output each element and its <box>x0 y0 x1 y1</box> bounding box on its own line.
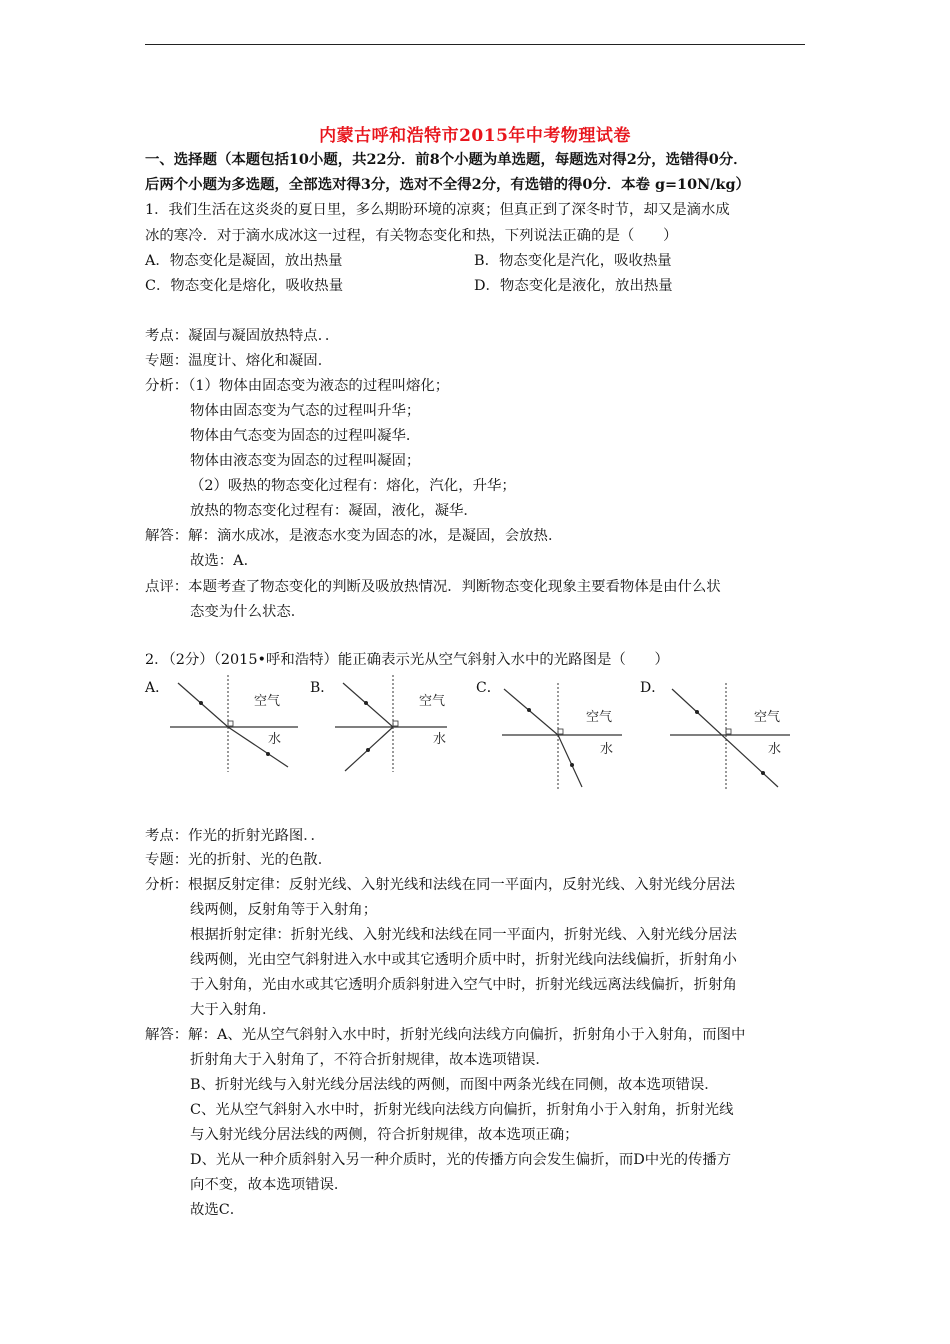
q2-answer-line8: 故选C． <box>190 1202 245 1218</box>
q2-analysis-line3: 根据折射定律：折射光线、入射光线和法线在同一平面内，折射光线、入射光线分居法 <box>190 927 737 943</box>
q2-analysis-line5: 于入射角，光由水或其它透明介质斜射进入空气中时，折射光线远离法线偏折，折射角 <box>190 977 737 993</box>
diagram-b-water-label: 水 <box>433 732 447 747</box>
q2-analysis-line6: 大于入射角． <box>190 1002 277 1018</box>
q1-option-b: B．物态变化是汽化，吸收热量 <box>474 253 672 269</box>
q1-analysis-line2: 物体由固态变为气态的过程叫升华； <box>190 403 421 419</box>
header-rule <box>145 44 805 45</box>
diagram-c-label: C． <box>476 680 501 696</box>
diagram-a-water-label: 水 <box>268 732 282 747</box>
diagram-d-air-label: 空气 <box>754 710 781 725</box>
q1-stem-line1: 1．我们生活在这炎炎的夏日里，多么期盼环境的凉爽；但真正到了深冬时节，却又是滴水成 <box>145 202 730 218</box>
q1-stem-line2: 冰的寒冷．对于滴水成冰这一过程，有关物态变化和热，下列说法正确的是（ ） <box>145 228 678 244</box>
diagram-d-label: D． <box>640 680 666 696</box>
q1-analysis-line5: （2）吸热的物态变化过程有：熔化，汽化，升华； <box>190 478 516 494</box>
q2-answer-line5: 与入射光线分居法线的两侧，符合折射规律，故本选项正确； <box>190 1127 579 1143</box>
page-title: 内蒙古呼和浩特市2015年中考物理试卷 <box>319 126 631 146</box>
q1-option-d: D．物态变化是液化，放出热量 <box>474 278 673 294</box>
q2-zhuanti: 专题：光的折射、光的色散． <box>145 852 333 868</box>
q1-answer-line1: 解答：解：滴水成冰，是液态水变为固态的冰，是凝固，会放热． <box>145 528 563 544</box>
q2-answer-line4: C、光从空气斜射入水中时，折射光线向法线方向偏折，折射角小于入射角，折射光线 <box>190 1102 734 1118</box>
diagram-b-label: B． <box>310 680 335 696</box>
diagram-a <box>170 675 300 775</box>
q1-zhuanti: 专题：温度计、熔化和凝固． <box>145 353 333 369</box>
q2-answer-line3: B、折射光线与入射光线分居法线的两侧，而图中两条光线在同侧，故本选项错误． <box>190 1077 719 1093</box>
q1-analysis-line6: 放热的物态变化过程有：凝固，液化，凝华． <box>190 503 478 519</box>
q1-option-c: C．物态变化是熔化，吸收热量 <box>145 278 344 294</box>
diagram-d <box>668 683 798 793</box>
q1-kaodian: 考点：凝固与凝固放热特点．． <box>145 328 340 344</box>
q2-stem: 2．（2分）（2015•呼和浩特）能正确表示光从空气斜射入水中的光路图是（ ） <box>145 652 669 668</box>
q1-comment-line1: 点评：本题考查了物态变化的判断及吸放热情况．判断物态变化现象主要看物体是由什么状 <box>145 579 721 595</box>
diagram-c-air-label: 空气 <box>586 710 613 725</box>
diagram-a-air-label: 空气 <box>254 694 281 709</box>
section-heading-line2: 后两个小题为多选题，全部选对得3分，选对不全得2分，有选错的得0分．本卷 g=10N/kg） <box>145 176 750 193</box>
diagram-a-label: A． <box>145 680 170 696</box>
diagram-d-water-label: 水 <box>768 742 782 757</box>
diagram-b <box>335 675 465 775</box>
diagram-b-air-label: 空气 <box>419 694 446 709</box>
q2-answer-line7: 向不变，故本选项错误． <box>190 1177 349 1193</box>
section-heading-line1: 一、选择题（本题包括10小题，共22分．前8个小题为单选题，每题选对得2分，选错得0分． <box>145 151 748 168</box>
q1-option-a: A．物态变化是凝固，放出热量 <box>145 253 343 269</box>
diagram-c <box>500 683 630 793</box>
q2-analysis-line4: 线两侧，光由空气斜射进入水中或其它透明介质中时，折射光线向法线偏折，折射角小 <box>190 952 737 968</box>
q2-answer-line2: 折射角大于入射角了，不符合折射规律，故本选项错误． <box>190 1052 550 1068</box>
q1-analysis-line1: 分析：（1）物体由固态变为液态的过程叫熔化； <box>145 378 450 394</box>
q1-answer-line2: 故选：A． <box>190 553 258 569</box>
q2-kaodian: 考点：作光的折射光路图．． <box>145 828 325 844</box>
diagram-c-water-label: 水 <box>600 742 614 757</box>
q2-answer-line6: D、光从一种介质斜射入另一种介质时，光的传播方向会发生偏折，而D中光的传播方 <box>190 1152 732 1168</box>
q2-analysis-line2: 线两侧，反射角等于入射角； <box>190 902 378 918</box>
q2-answer-line1: 解答：解：A、光从空气斜射入水中时，折射光线向法线方向偏折，折射角小于入射角，而图中 <box>145 1027 746 1043</box>
q1-analysis-line3: 物体由气态变为固态的过程叫凝华． <box>190 428 421 444</box>
q1-comment-line2: 态变为什么状态． <box>190 604 306 620</box>
q1-analysis-line4: 物体由液态变为固态的过程叫凝固； <box>190 453 421 469</box>
q2-analysis-line1: 分析：根据反射定律：反射光线、入射光线和法线在同一平面内，反射光线、入射光线分居法 <box>145 877 736 893</box>
